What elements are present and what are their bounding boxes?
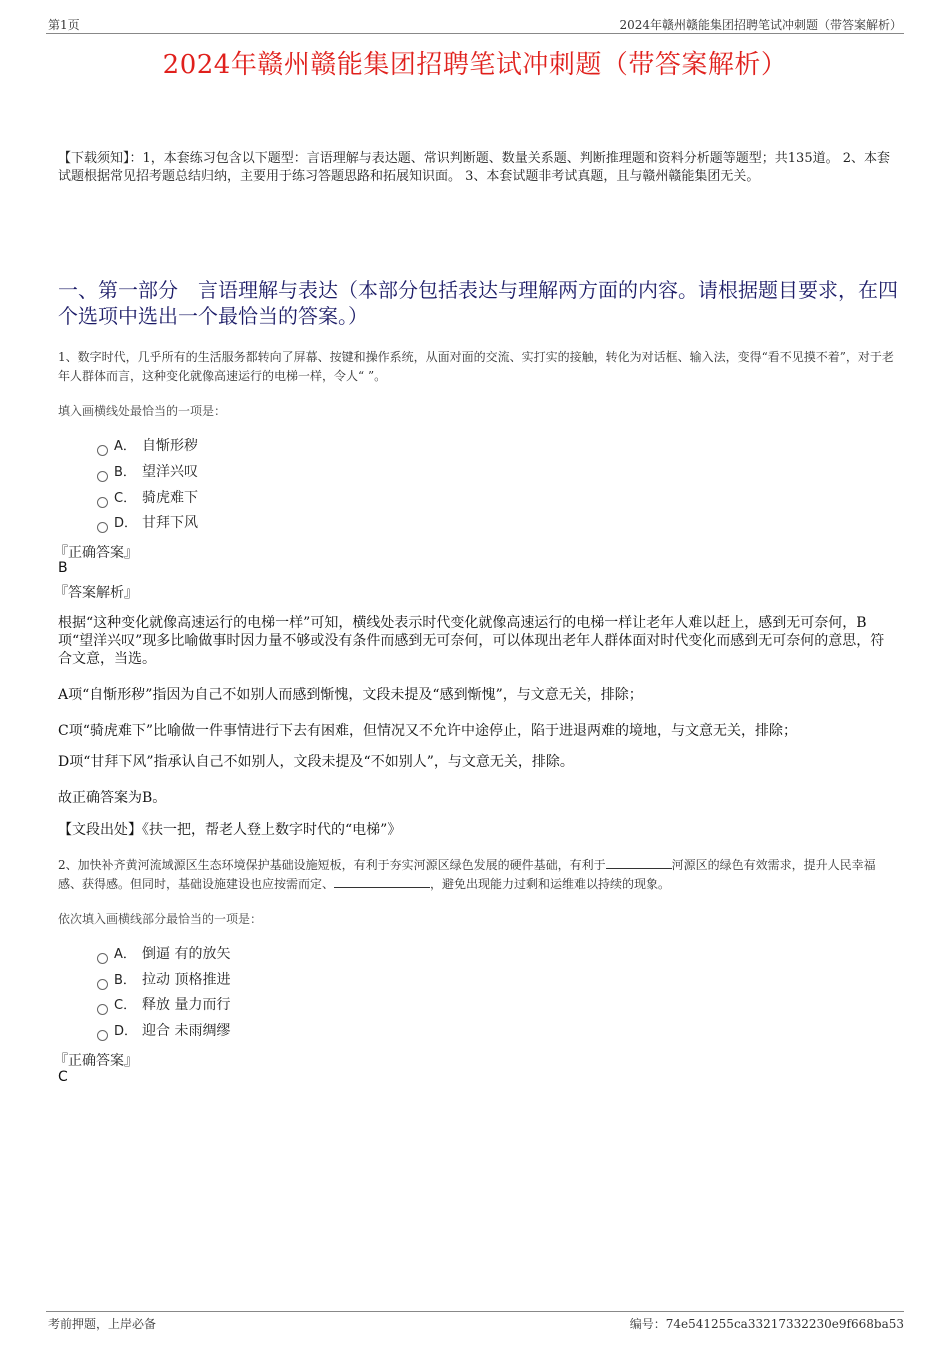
option-text: 甘拜下风 — [142, 515, 198, 531]
page-number: 第1页 — [48, 18, 80, 32]
q1-analysis-paragraph: A项“自惭形秽”指因为自己不如别人而感到惭愧，文段未提及“感到惭愧”，与文意无关，排除； — [58, 687, 643, 703]
q1-option-b[interactable]: B． 望洋兴叹 — [97, 461, 198, 483]
question-1-prompt: 填入画横线处最恰当的一项是： — [58, 404, 227, 418]
page-title: 2024年赣州赣能集团招聘笔试冲刺题（带答案解析） — [162, 50, 788, 80]
radio-icon[interactable] — [97, 497, 108, 508]
option-text: 拉动 顶格推进 — [142, 972, 231, 988]
radio-icon[interactable] — [97, 1030, 108, 1041]
radio-icon[interactable] — [97, 953, 108, 964]
option-text: 望洋兴叹 — [142, 464, 198, 480]
option-text: 释放 量力而行 — [142, 997, 231, 1013]
header-rule — [46, 33, 904, 34]
option-text: 自惭形秽 — [142, 438, 198, 454]
q1-option-a[interactable]: A． 自惭形秽 — [97, 435, 198, 457]
option-text: 倒逼 有的放矢 — [142, 946, 231, 962]
radio-icon[interactable] — [97, 1004, 108, 1015]
q1-analysis-paragraph: 故正确答案为B。 — [58, 790, 167, 806]
option-text: 骑虎难下 — [142, 490, 198, 506]
radio-icon[interactable] — [97, 445, 108, 456]
q1-option-d[interactable]: D． 甘拜下风 — [97, 512, 198, 534]
q1-answer: B — [58, 560, 68, 576]
q2-answer: C — [58, 1069, 68, 1085]
radio-icon[interactable] — [97, 471, 108, 482]
q1-source: 【文段出处】《扶一把，帮老人登上数字时代的“电梯”》 — [58, 822, 402, 838]
download-notice: 【下载须知】：1，本套练习包含以下题型：言语理解与表达题、常识判断题、数量关系题、判断推理题和资料分析题等题型；共135道。 2、本套试题根据常见招考题总结归纳，主要用于练习答题思路和拓展知识面。 3、本套试题非考试真题，且与赣州赣能集团无关。 — [58, 151, 890, 184]
q2-option-b[interactable]: B． 拉动 顶格推进 — [97, 969, 230, 991]
fill-blank-1 — [606, 856, 672, 869]
fill-blank-2 — [334, 875, 430, 888]
q1-answer-label: 『正确答案』 — [54, 545, 138, 561]
q1-analysis-paragraph: 根据“这种变化就像高速运行的电梯一样”可知，横线处表示时代变化就像高速运行的电梯一样让老年人难以赶上，感到无可奈何，B项“望洋兴叹”现多比喻做事时因力量不够或没有条件而感到无可奈何，可以体现出老年人群体面对时代变化而感到无可奈何的意思，符合文意，当选。 — [58, 615, 885, 667]
q1-analysis-paragraph: C项“骑虎难下”比喻做一件事情进行下去有困难，但情况又不允许中途停止，陷于进退两难的境地，与文意无关，排除； — [58, 723, 798, 739]
q2-option-c[interactable]: C． 释放 量力而行 — [97, 994, 230, 1016]
radio-icon[interactable] — [97, 522, 108, 533]
question-2-prompt: 依次填入画横线部分最恰当的一项是： — [58, 912, 263, 926]
q2-option-a[interactable]: A． 倒逼 有的放矢 — [97, 943, 230, 965]
footer-doc-id: 编号：74e541255ca33217332230e9f668ba53 — [629, 1317, 904, 1331]
q2-answer-label: 『正确答案』 — [54, 1053, 138, 1069]
question-2-text: 2、加快补齐黄河流域源区生态环境保护基础设施短板，有利于夯实河源区绿色发展的硬件基础，有利于 河源区的绿色有效需求，提升人民幸福感、获得感。但同时，基础设施建设也应按需而定、 ，避免出现能力过剩和运维难以持续的现象。 — [58, 858, 876, 891]
q1-option-c[interactable]: C． 骑虎难下 — [97, 487, 198, 509]
question-1-text: 1、数字时代，几乎所有的生活服务都转向了屏幕、按键和操作系统，从面对面的交流、实打实的接触，转化为对话框、输入法，变得“看不见摸不着”，对于老年人群体而言，这种变化就像高速运行的电梯一样，令人“ ”。 — [58, 350, 894, 383]
footer-slogan: 考前押题，上岸必备 — [48, 1317, 157, 1331]
q1-analysis-paragraph: D项“甘拜下风”指承认自己不如别人，文段未提及“不如别人”，与文意无关，排除。 — [58, 754, 574, 770]
radio-icon[interactable] — [97, 979, 108, 990]
q1-analysis-label: 『答案解析』 — [54, 585, 138, 601]
q2-option-d[interactable]: D． 迎合 未雨绸缪 — [97, 1020, 230, 1042]
option-text: 迎合 未雨绸缪 — [142, 1023, 231, 1039]
running-header-title: 2024年赣州赣能集团招聘笔试冲刺题（带答案解析） — [619, 18, 902, 32]
section-heading: 一、第一部分 言语理解与表达（本部分包括表达与理解两方面的内容。请根据题目要求，在四个选项中选出一个最恰当的答案。） — [58, 278, 898, 328]
footer-rule — [46, 1311, 904, 1312]
